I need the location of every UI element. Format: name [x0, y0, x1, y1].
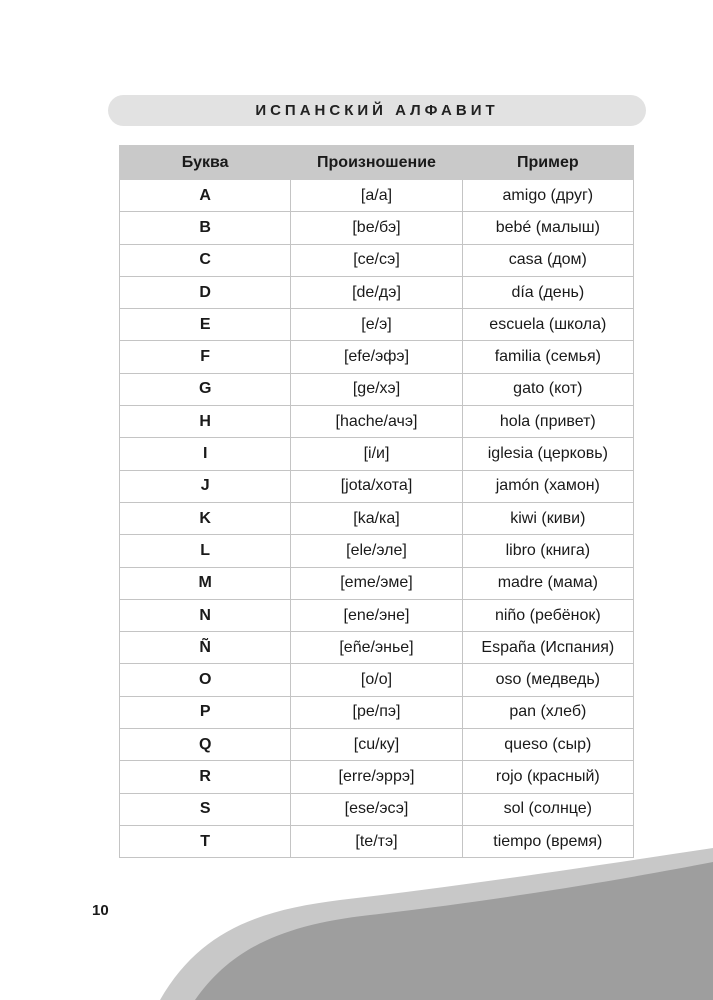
- letter-cell: O: [120, 664, 291, 696]
- pronunciation-cell: [jota/хота]: [291, 470, 462, 502]
- header-row: [120, 146, 634, 180]
- example-cell: iglesia (церковь): [462, 438, 633, 470]
- title-bar: [108, 95, 646, 126]
- table-row: [120, 567, 634, 599]
- letter-cell: J: [120, 470, 291, 502]
- pronunciation-cell: [ele/эле]: [291, 535, 462, 567]
- table-row: [120, 438, 634, 470]
- table-row: [120, 502, 634, 534]
- pronunciation-cell: [ge/хэ]: [291, 373, 462, 405]
- letter-cell: S: [120, 793, 291, 825]
- pronunciation-cell: [erre/эррэ]: [291, 761, 462, 793]
- table-row: [120, 180, 634, 212]
- letter-cell: A: [120, 180, 291, 212]
- table-row: [120, 599, 634, 631]
- letter-cell: H: [120, 406, 291, 438]
- letter-cell: D: [120, 276, 291, 308]
- letter-cell: B: [120, 212, 291, 244]
- table-row: [120, 309, 634, 341]
- header-pronunciation: Произношение: [291, 146, 462, 180]
- header-example: Пример: [462, 146, 633, 180]
- letter-cell: F: [120, 341, 291, 373]
- example-cell: sol (солнце): [462, 793, 633, 825]
- pronunciation-cell: [a/а]: [291, 180, 462, 212]
- table-header: [120, 146, 634, 180]
- pronunciation-cell: [de/дэ]: [291, 276, 462, 308]
- example-cell: tiempo (время): [462, 825, 633, 857]
- table-row: [120, 276, 634, 308]
- letter-cell: Q: [120, 729, 291, 761]
- header-letter: Буква: [120, 146, 291, 180]
- example-cell: oso (медведь): [462, 664, 633, 696]
- pronunciation-cell: [hache/ачэ]: [291, 406, 462, 438]
- pronunciation-cell: [be/бэ]: [291, 212, 462, 244]
- letter-cell: E: [120, 309, 291, 341]
- pronunciation-cell: [efe/эфэ]: [291, 341, 462, 373]
- example-cell: bebé (малыш): [462, 212, 633, 244]
- example-cell: kiwi (киви): [462, 502, 633, 534]
- letter-cell: K: [120, 502, 291, 534]
- table-row: [120, 664, 634, 696]
- pronunciation-cell: [ene/эне]: [291, 599, 462, 631]
- letter-cell: T: [120, 825, 291, 857]
- letter-cell: P: [120, 696, 291, 728]
- example-cell: España (Испания): [462, 632, 633, 664]
- letter-cell: N: [120, 599, 291, 631]
- letter-cell: R: [120, 761, 291, 793]
- example-cell: libro (книга): [462, 535, 633, 567]
- table-row: [120, 470, 634, 502]
- pronunciation-cell: [ese/эсэ]: [291, 793, 462, 825]
- table-row: [120, 729, 634, 761]
- pronunciation-cell: [cu/ку]: [291, 729, 462, 761]
- example-cell: familia (семья): [462, 341, 633, 373]
- example-cell: queso (сыр): [462, 729, 633, 761]
- example-cell: hola (привет): [462, 406, 633, 438]
- page-title: ИСПАНСКИЙ АЛФАВИТ: [255, 102, 499, 119]
- table-body: [120, 180, 634, 858]
- letter-cell: Ñ: [120, 632, 291, 664]
- pronunciation-cell: [eme/эме]: [291, 567, 462, 599]
- alphabet-table: [119, 145, 634, 858]
- page-number: 10: [92, 902, 109, 919]
- letter-cell: G: [120, 373, 291, 405]
- letter-cell: C: [120, 244, 291, 276]
- pronunciation-cell: [e/э]: [291, 309, 462, 341]
- pronunciation-cell: [ka/ка]: [291, 502, 462, 534]
- pronunciation-cell: [i/и]: [291, 438, 462, 470]
- table-row: [120, 406, 634, 438]
- example-cell: niño (ребёнок): [462, 599, 633, 631]
- example-cell: jamón (хамон): [462, 470, 633, 502]
- table-row: [120, 244, 634, 276]
- pronunciation-cell: [te/тэ]: [291, 825, 462, 857]
- example-cell: pan (хлеб): [462, 696, 633, 728]
- example-cell: día (день): [462, 276, 633, 308]
- pronunciation-cell: [ce/сэ]: [291, 244, 462, 276]
- table-row: [120, 373, 634, 405]
- table-row: [120, 341, 634, 373]
- letter-cell: I: [120, 438, 291, 470]
- example-cell: casa (дом): [462, 244, 633, 276]
- example-cell: madre (мама): [462, 567, 633, 599]
- pronunciation-cell: [pe/пэ]: [291, 696, 462, 728]
- letter-cell: M: [120, 567, 291, 599]
- table-row: [120, 761, 634, 793]
- table-row: [120, 696, 634, 728]
- pronunciation-cell: [eñe/энье]: [291, 632, 462, 664]
- table-row: [120, 793, 634, 825]
- table-row: [120, 535, 634, 567]
- table-row: [120, 212, 634, 244]
- pronunciation-cell: [o/о]: [291, 664, 462, 696]
- example-cell: escuela (школа): [462, 309, 633, 341]
- example-cell: rojo (красный): [462, 761, 633, 793]
- example-cell: amigo (друг): [462, 180, 633, 212]
- letter-cell: L: [120, 535, 291, 567]
- table-row: [120, 825, 634, 857]
- table-row: [120, 632, 634, 664]
- example-cell: gato (кот): [462, 373, 633, 405]
